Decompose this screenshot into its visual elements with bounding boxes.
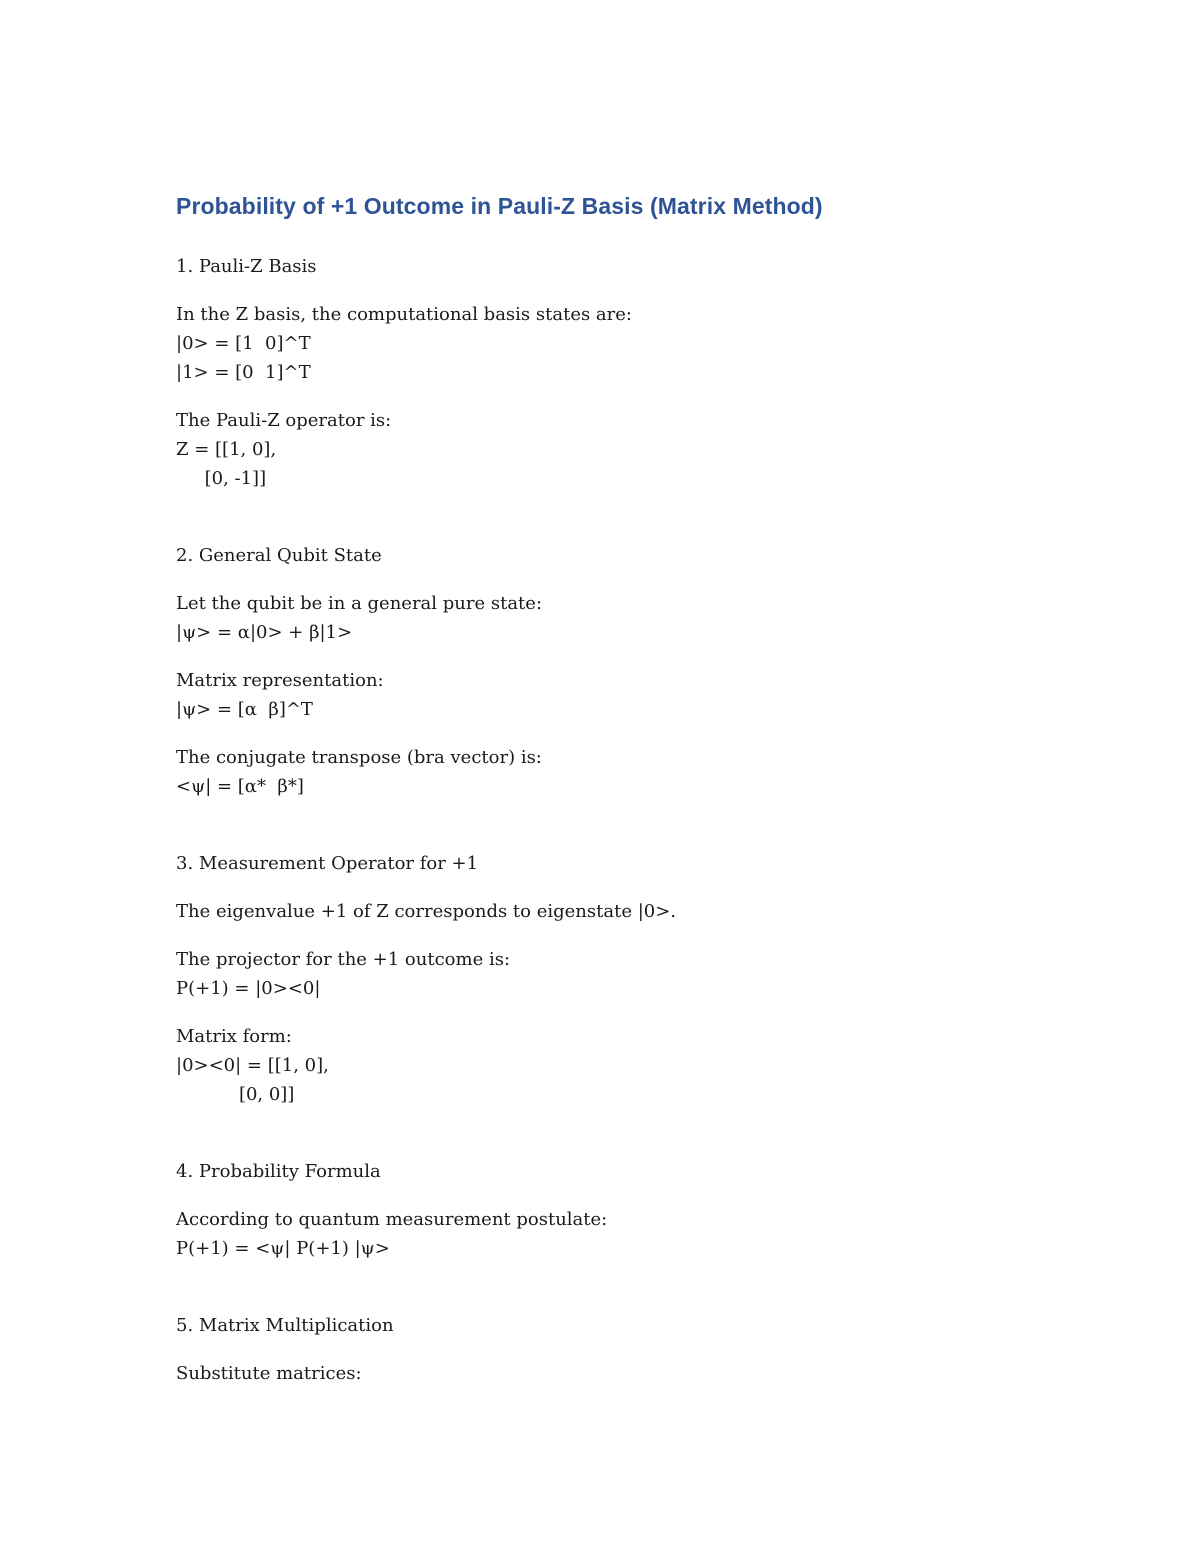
document-title: Probability of +1 Outcome in Pauli-Z Basis (Matrix Method) <box>176 193 823 219</box>
section-heading: 5. Matrix Multiplication <box>176 1315 394 1336</box>
text-line: The conjugate transpose (bra vector) is: <box>176 747 542 768</box>
matrix-line: [0, -1]] <box>176 468 267 489</box>
matrix-line: [0, 0]] <box>176 1084 295 1105</box>
section-measurement-operator <box>176 849 1056 1109</box>
text-line: The eigenvalue +1 of Z corresponds to eigenstate |0>. <box>176 901 677 922</box>
text-line: The Pauli-Z operator is: <box>176 410 392 431</box>
section-matrix-multiplication <box>176 1311 1056 1388</box>
section-heading: 1. Pauli-Z Basis <box>176 256 317 277</box>
section-heading: 4. Probability Formula <box>176 1161 381 1182</box>
matrix-line: Z = [[1, 0], <box>176 439 277 460</box>
paragraph <box>176 1359 1056 1388</box>
section-heading: 3. Measurement Operator for +1 <box>176 853 479 874</box>
equation-line: |ψ> = [α β]^T <box>176 699 313 720</box>
section-probability-formula <box>176 1157 1056 1263</box>
text-line: According to quantum measurement postulate: <box>176 1209 608 1230</box>
equation-line: P(+1) = |0><0| <box>176 978 321 999</box>
equation-line: P(+1) = <ψ| P(+1) |ψ> <box>176 1238 390 1259</box>
paragraph <box>176 406 1056 493</box>
section-pauli-z-basis <box>176 252 1056 493</box>
document-body <box>176 190 1056 1388</box>
text-line: Let the qubit be in a general pure state: <box>176 593 543 614</box>
text-line: Substitute matrices: <box>176 1363 362 1384</box>
equation-line: <ψ| = [α* β*] <box>176 776 304 797</box>
paragraph <box>176 897 1056 926</box>
equation-line: |0> = [1 0]^T <box>176 333 311 354</box>
paragraph <box>176 589 1056 647</box>
paragraph <box>176 945 1056 1003</box>
matrix-line: |0><0| = [[1, 0], <box>176 1055 329 1076</box>
text-line: Matrix form: <box>176 1026 292 1047</box>
section-heading: 2. General Qubit State <box>176 545 382 566</box>
paragraph <box>176 743 1056 801</box>
text-line: The projector for the +1 outcome is: <box>176 949 511 970</box>
equation-line: |1> = [0 1]^T <box>176 362 311 383</box>
text-line: In the Z basis, the computational basis states are: <box>176 304 632 325</box>
paragraph <box>176 300 1056 387</box>
text-line: Matrix representation: <box>176 670 384 691</box>
equation-line: |ψ> = α|0> + β|1> <box>176 622 353 643</box>
paragraph <box>176 666 1056 724</box>
section-general-qubit-state <box>176 541 1056 801</box>
paragraph <box>176 1205 1056 1263</box>
paragraph <box>176 1022 1056 1109</box>
